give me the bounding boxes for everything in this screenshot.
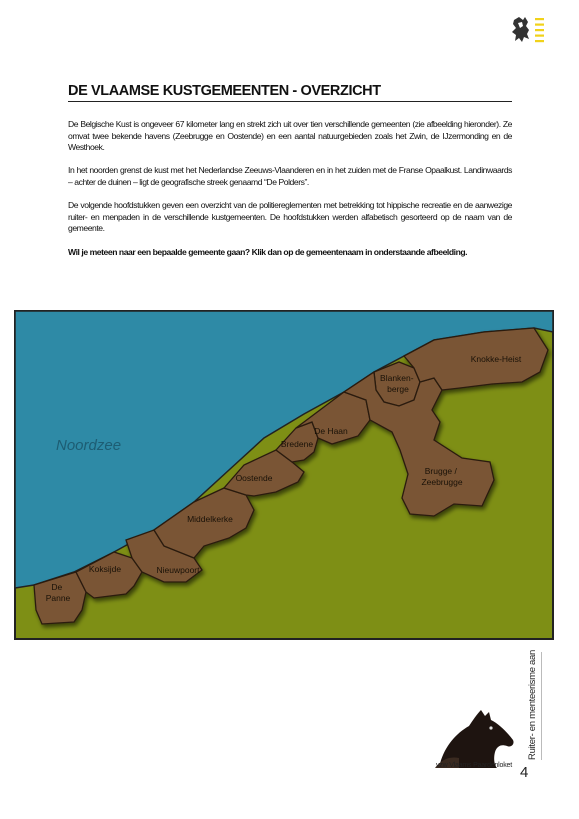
label-blankenberge-1: Blanken- — [380, 373, 414, 383]
label-brugge-zeebrugge[interactable] — [421, 466, 462, 487]
label-koksijde[interactable]: Koksijde — [88, 564, 122, 574]
label-knokke-heist[interactable]: Knokke-Heist — [470, 354, 522, 364]
coast-map — [14, 310, 554, 640]
vertical-footer-text — [527, 650, 539, 760]
intro-text — [68, 119, 512, 270]
label-de-haan[interactable]: De Haan — [314, 426, 348, 436]
horse-head-logo-icon — [433, 708, 517, 770]
label-blankenberge-2: berge — [387, 384, 409, 394]
vertical-footer-label: Ruiter- en menteerisme aan — [527, 650, 538, 760]
label-de-panne-2: Panne — [45, 593, 71, 603]
paragraph-borders: In het noorden grenst de kust met het Nederlandse Zeeuws-Vlaanderen en in het zuiden met de Franse Opaalkust. Landinwaards – achter de duinen – ligt de geografische streek genaamd “De Polders”. — [68, 165, 512, 187]
label-brugge-2: Zeebrugge — [421, 477, 463, 487]
paragraph-chapters: De volgende hoofdstukken geven een overzicht van de politiereglementen met betrekking tot hippische recreatie en de aanwezige ruiter- en menpaden in de verschillende kustgemeenten. De hoofdstukken werden alfabetisch gesorteerd op de naam van de gemeente. — [68, 200, 512, 234]
organization-name: vzw Vlaams Paardenloket — [436, 762, 512, 769]
label-middelkerke[interactable]: Middelkerke — [187, 514, 233, 524]
label-brugge-1: Brugge / — [424, 466, 457, 476]
instruction-text: Wil je meteen naar een bepaalde gemeente gaan? Klik dan op de gemeentenaam in onderstaande afbeelding. — [68, 246, 468, 257]
label-bredene[interactable]: Bredene — [280, 439, 314, 449]
footer-divider — [541, 652, 542, 760]
label-nieuwpoort[interactable]: Nieuwpoort — [156, 565, 200, 575]
flemish-lion-logo-icon — [510, 14, 552, 48]
label-de-panne-1: De — [51, 582, 63, 592]
page-title: DE VLAAMSE KUSTGEMEENTEN - OVERZICHT — [68, 83, 512, 102]
page-number: 4 — [520, 764, 529, 781]
label-oostende[interactable]: Oostende — [235, 473, 273, 483]
sea-label: Noordzee — [56, 437, 122, 454]
paragraph-intro: De Belgische Kust is ongeveer 67 kilometer lang en strekt zich uit over tien verschillende gemeenten (zie afbeelding hieronder). Ze omvat twee bekende havens (Zeebrugge en Oostende) en een aantal natuurgebieden zoals het Zwin, de IJzermonding en de Westhoek. — [68, 119, 512, 153]
